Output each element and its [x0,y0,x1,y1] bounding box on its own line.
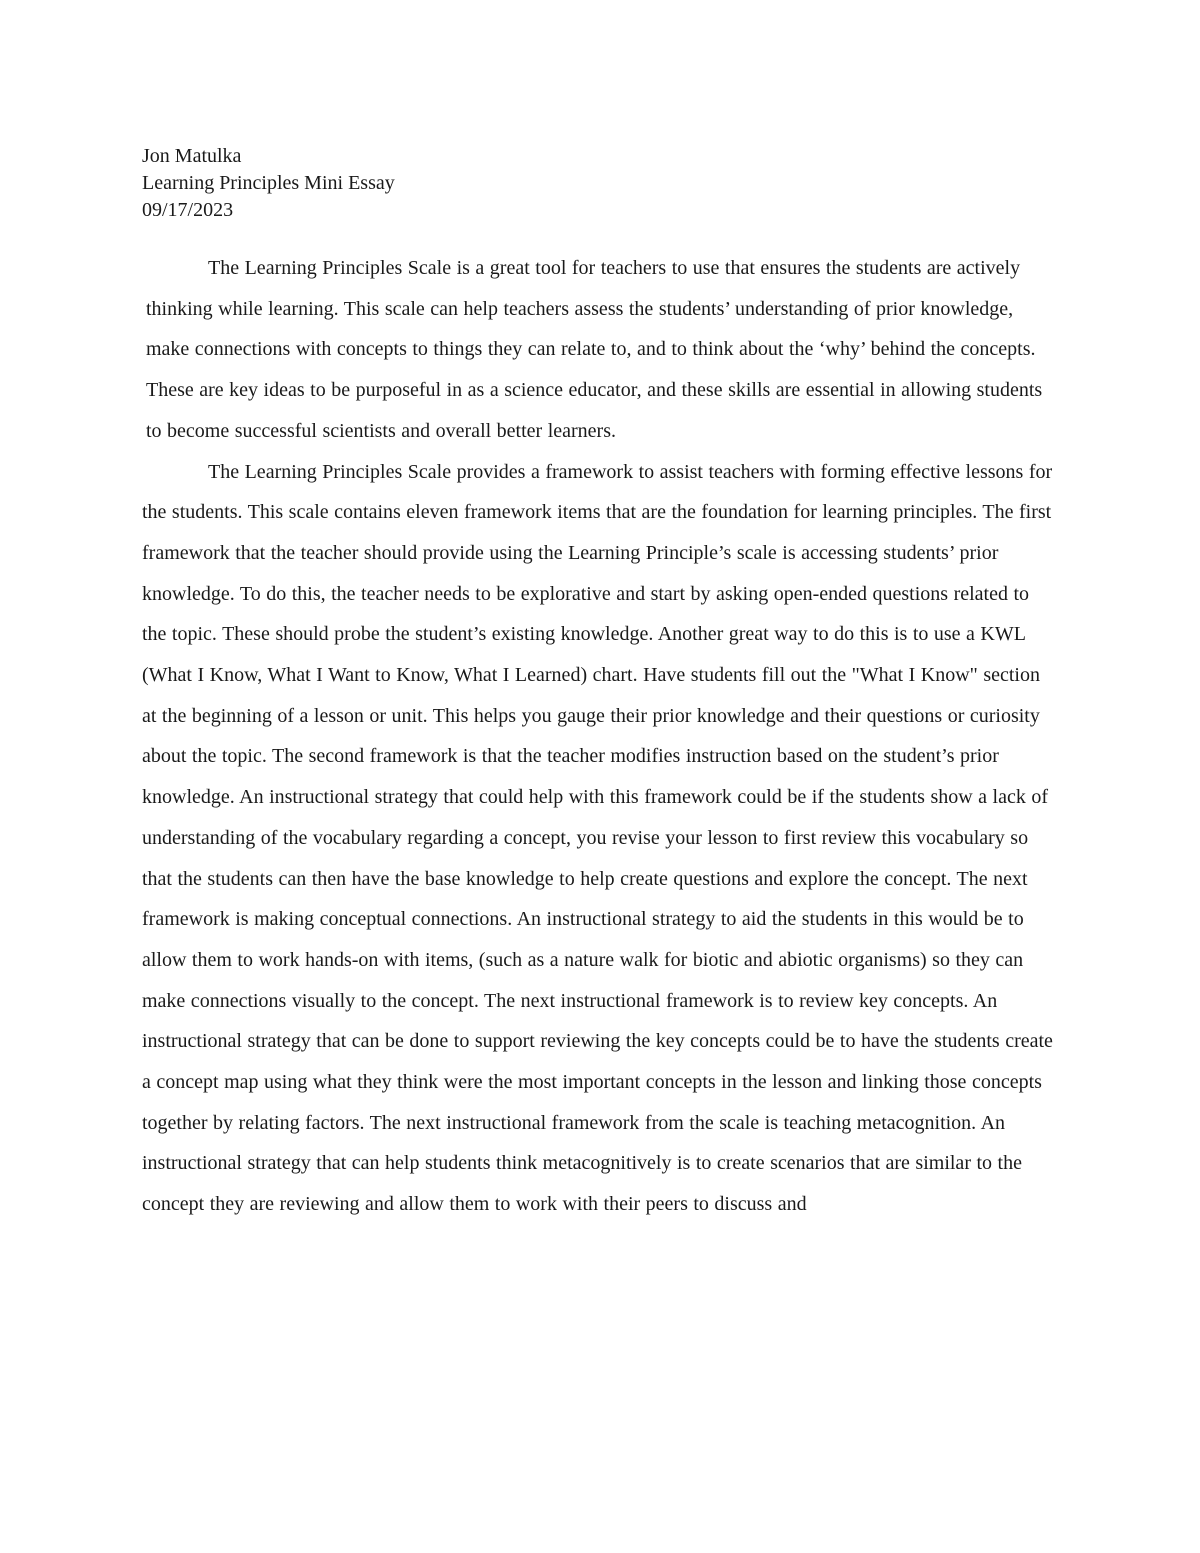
essay-body [142,248,1058,1225]
essay-header [142,143,1062,224]
essay-date: 09/17/2023 [142,199,234,221]
author-name: Jon Matulka [142,145,242,167]
paragraph-2: The Learning Principles Scale provides a framework to assist teachers with forming effective lessons for the students. This scale contains eleven framework items that are the foundation for learning principles. The first framework that the teacher should provide using the Learning Principle’s scale is accessing students’ prior knowledge. To do this, the teacher needs to be explorative and start by asking open-ended questions related to the topic. These should probe the student’s existing knowledge. Another great way to do this is to use a KWL (What I Know, What I Want to Know, What I Learned) chart. Have students fill out the "What I Know" section at the beginning of a lesson or unit. This helps you gauge their prior knowledge and their questions or curiosity about the topic. The second framework is that the teacher modifies instruction based on the student’s prior knowledge. An instructional strategy that could help with this framework could be if the students show a lack of understanding of the vocabulary regarding a concept, you revise your lesson to first review this vocabulary so that the students can then have the base knowledge to help create questions and explore the concept. The next framework is making conceptual connections. An instructional strategy to aid the students in this would be to allow them to work hands-on with items, (such as a nature walk for biotic and abiotic organisms) so they can make connections visually to the concept. The next instructional framework is to review key concepts. An instructional strategy that can be done to support reviewing the key concepts could be to have the students create a concept map using what they think were the most important concepts in the lesson and linking those concepts together by relating factors. The next instructional framework from the scale is teaching metacognition. An instructional strategy that can help students think metacognitively is to create scenarios that are similar to the concept they are reviewing and allow them to work with their peers to discuss and [142,460,1053,1216]
paragraph-1: The Learning Principles Scale is a great tool for teachers to use that ensures the students are actively thinking while learning. This scale can help teachers assess the students’ understanding of prior knowledge, make connections with concepts to things they can relate to, and to think about the ‘why’ behind the concepts. These are key ideas to be purposeful in as a science educator, and these skills are essential in allowing students to become successful scientists and overall better learners. [146,257,1043,442]
essay-title: Learning Principles Mini Essay [142,172,395,194]
